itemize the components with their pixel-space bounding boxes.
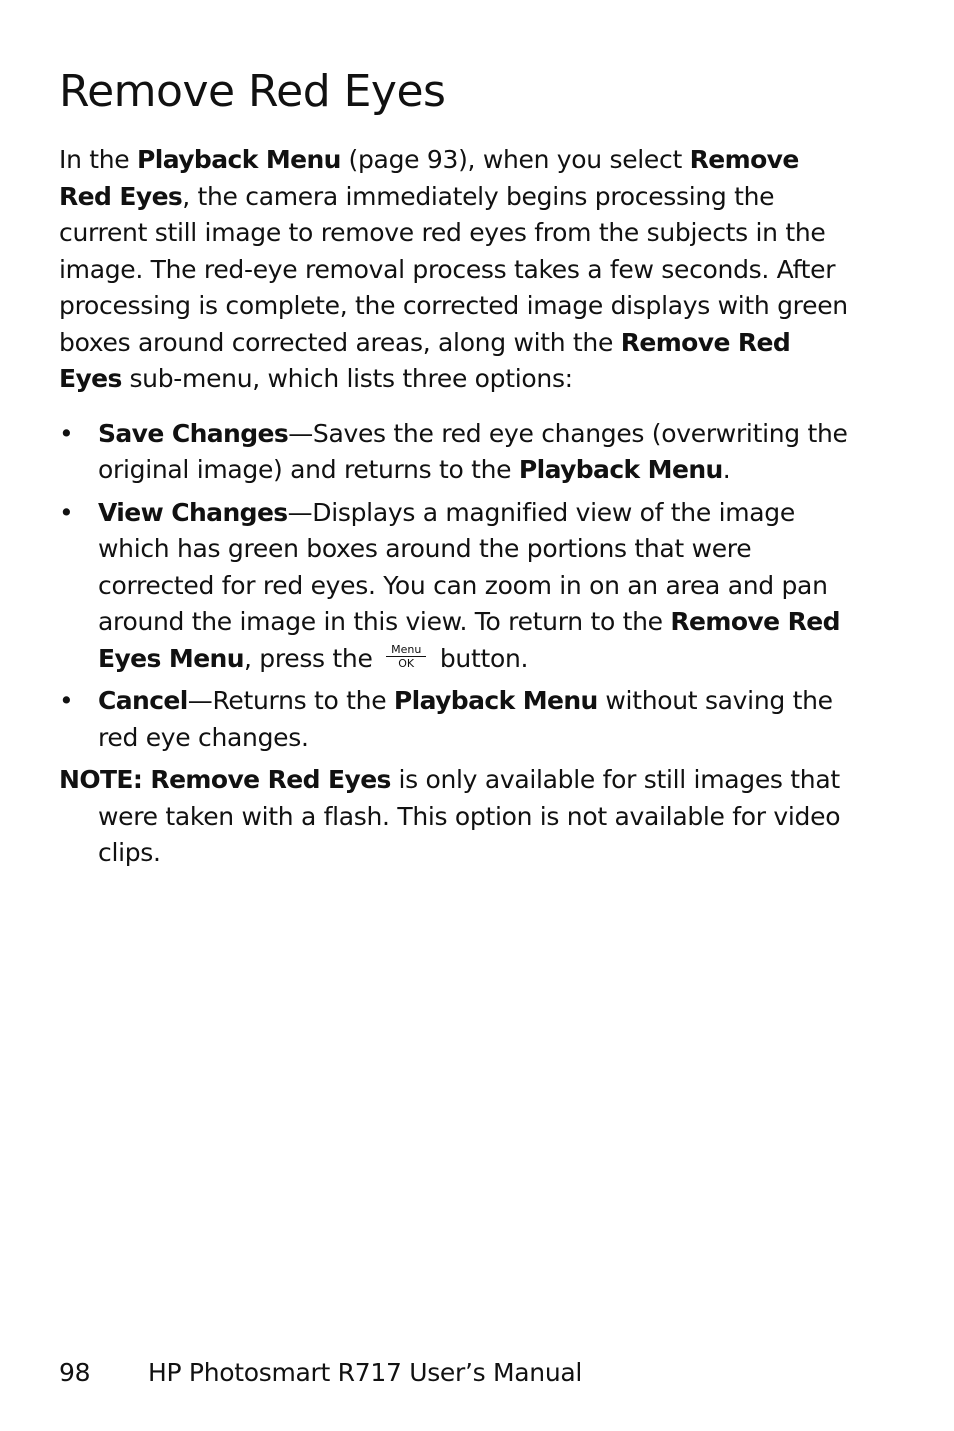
playback-menu-term: Playback Menu	[137, 145, 341, 174]
playback-menu-term: Playback Menu	[518, 455, 723, 484]
option-end: without saving the red eye changes.	[98, 686, 833, 752]
option-description: —Displays a magnified view of the image which has green boxes around the portions that were corrected for red eyes. You can zoom in on an area and pan around the image in this view. To return to the	[98, 497, 828, 636]
note-label: NOTE:	[59, 765, 151, 794]
ok-label: OK	[398, 657, 415, 670]
intro-text: sub-menu, which lists three options:	[121, 364, 573, 393]
note-text: is only available for still images that were taken with a flash. This option is not available for video clips.	[98, 765, 841, 867]
menu-ok-button-icon	[386, 644, 426, 669]
intro-text: (page 93), when you select	[340, 145, 690, 174]
option-name: View Changes	[98, 497, 288, 527]
bullet-icon: •	[59, 686, 74, 715]
list-item-save-changes	[59, 416, 849, 489]
option-name: Save Changes	[98, 418, 289, 448]
option-description: , press the	[243, 643, 381, 673]
playback-menu-term: Playback Menu	[393, 686, 598, 715]
menu-label: Menu	[391, 643, 422, 656]
page-footer	[59, 1355, 582, 1391]
options-list	[59, 416, 849, 757]
page-content	[59, 142, 849, 872]
bullet-icon: •	[59, 418, 74, 448]
note-paragraph	[59, 762, 849, 872]
remove-red-eyes-term: Remove Red Eyes	[59, 327, 791, 393]
remove-red-eyes-menu-term: Remove Red Eyes Menu	[98, 607, 840, 673]
option-end: button.	[432, 643, 529, 673]
bullet-icon: •	[59, 497, 74, 527]
list-item-cancel	[59, 683, 849, 756]
intro-text: , the camera immediately begins processing the current still image to remove red eyes from the subjects in the image. The red-eye removal process takes a few seconds. After processing is complete, the corrected image displays with green boxes around corrected areas, along with the	[59, 181, 848, 357]
page-title: Remove Red Eyes	[59, 66, 446, 117]
option-end: .	[722, 455, 731, 484]
list-item-view-changes	[59, 495, 849, 678]
remove-red-eyes-term: Remove Red Eyes	[59, 145, 799, 211]
page-number: 98	[59, 1358, 91, 1387]
remove-red-eyes-term: Remove Red Eyes	[150, 765, 391, 794]
intro-text: In the	[59, 145, 138, 174]
manual-title: HP Photosmart R717 User’s Manual	[148, 1358, 583, 1387]
intro-paragraph	[59, 142, 849, 398]
option-description: —Saves the red eye changes (overwriting the original image) and returns to the	[98, 418, 848, 484]
option-description: —Returns to the	[187, 686, 394, 715]
option-name: Cancel	[98, 686, 188, 715]
